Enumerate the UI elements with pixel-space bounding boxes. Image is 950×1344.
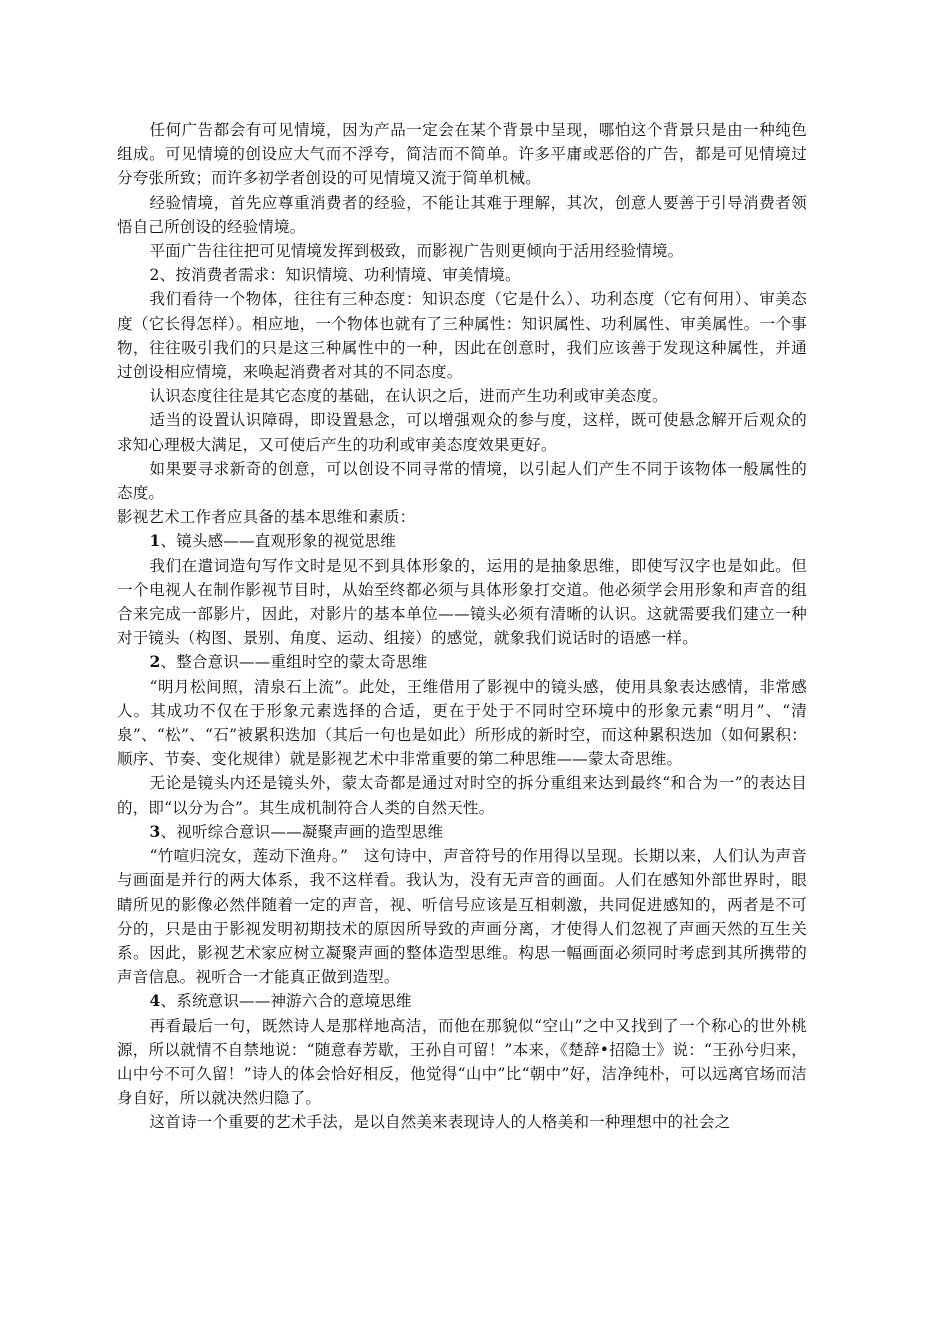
paragraph-novel-creativity: 如果要寻求新奇的创意，可以创设不同寻常的情境，以引起人们产生不同于该物体一般属性的态度。 <box>117 459 807 503</box>
document-body <box>117 118 807 1135</box>
subheading-montage <box>117 650 807 674</box>
paragraph-consumer-needs-heading: 2、按消费者需求：知识情境、功利情境、审美情境。 <box>149 266 521 285</box>
paragraph-art-technique: 这首诗一个重要的艺术手法，是以自然美来表现诗人的人格美和一种理想中的社会之 <box>149 1113 731 1132</box>
paragraph-suspense: 适当的设置认识障碍，即设置悬念，可以增强观众的参与度，这样，既可使悬念解开后观众的求知心理极大满足，又可使后产生的功利或审美态度效果更好。 <box>117 411 807 454</box>
subheading-shot-sense <box>117 529 807 553</box>
paragraph-experience-context: 经验情境，首先应尊重消费者的经验，不能让其难于理解，其次，创意人要善于引导消费者领悟自己所创设的经验情境。 <box>117 193 807 236</box>
subheading-text: 、镜头感——直观形象的视觉思维 <box>160 532 397 551</box>
subheading-text: 、整合意识——重组时空的蒙太奇思维 <box>160 653 428 672</box>
paragraph-shot-sense: 我们在遣词造句写作文时是见不到具体形象的，运用的是抽象思维，即使写汉字也是如此。但一个电视人在制作影视节目时，从始至终都必须与具体形象打交道。他必须学会用形象和声音的组合来完成一部影片，因此，对影片的基本单位——镜头必须有清晰的认识。这就需要我们建立一种对于镜头（构图、景别、角度、运动、组接）的感觉，就象我们说话时的语感一样。 <box>117 556 807 648</box>
paragraph-three-attitudes: 我们看待一个物体，往往有三种态度：知识态度（它是什么）、功利态度（它有何用）、审美态度（它长得怎样）。相应地，一个物体也就有了三种属性：知识属性、功利属性、审美属性。一个事物，往往吸引我们的只是这三种属性中的一种，因此在创意时，我们应该善于发现这种属性，并通过创设相应情境，来唤起消费者对其的不同态度。 <box>117 290 807 382</box>
paragraph-last-line-poem: 再看最后一句，既然诗人是那样地高洁，而他在那貌似“空山”之中又找到了一个称心的世外桃源，所以就情不自禁地说：“随意春芳歇，王孙自可留！”本来，《楚辞•招隐士》说：“王孙兮归来，山中兮不可久留！”诗人的体会恰好相反，他觉得“山中”比“朝中”好，洁净纯朴，可以远离官场而洁身自好，所以就决然归隐了。 <box>117 1016 807 1108</box>
paragraph-montage-poem: “明月松间照，清泉石上流”。此处，王维借用了影视中的镜头感，使用具象表达感情，非常感人。其成功不仅在于形象元素选择的合适，更在于处于不同时空环境中的形象元素“明月”、“清泉”、“松”、“石”被累积迭加（其后一句也是如此）所形成的新时空，而这种累积迭加（如何累积：顺序、节奏、变化规律）就是影视艺术中非常重要的第二种思维——蒙太奇思维。 <box>117 677 807 769</box>
paragraph-visible-context: 任何广告都会有可见情境，因为产品一定会在某个背景中呈现，哪怕这个背景只是由一种纯色组成。可见情境的创设应大气而不浮夸，简洁而不简单。许多平庸或恶俗的广告，都是可见情境过分夸张所致；而许多初学者创设的可见情境又流于简单机械。 <box>117 121 807 188</box>
subheading-system <box>117 989 807 1013</box>
paragraph-cognitive-attitude: 认识态度往往是其它态度的基础，在认识之后，进而产生功利或审美态度。 <box>149 387 668 406</box>
subheading-number: 2 <box>149 652 161 672</box>
paragraph-print-vs-video: 平面广告往往把可见情境发挥到极致，而影视广告则更倾向于活用经验情境。 <box>149 242 684 261</box>
subheading-number: 3 <box>149 821 161 841</box>
section-title-basic-thinking: 影视艺术工作者应具备的基本思维和素质： <box>117 508 416 527</box>
subheading-number: 4 <box>149 991 161 1011</box>
subheading-text: 、系统意识——神游六合的意境思维 <box>160 992 412 1011</box>
paragraph-montage-unity: 无论是镜头内还是镜头外，蒙太奇都是通过对时空的拆分重组来达到最终“和合为一”的表达目的，即“以分为合”。其生成机制符合人类的自然天性。 <box>117 774 807 817</box>
subheading-text: 、视听综合意识——凝聚声画的造型思维 <box>160 822 444 841</box>
subheading-audiovisual <box>117 820 807 844</box>
paragraph-audiovisual: “竹喧归浣女，莲动下渔舟。” 这句诗中，声音符号的作用得以呈现。长期以来，人们认为声音与画面是并行的两大体系，我不这样看。我认为，没有无声音的画面。人们在感知外部世界时，眼睛所见的影像必然伴随着一定的声音，视、听信号应该是互相刺激，共同促进感知的，两者是不可分的，只是由于影视发明初期技术的原因所导致的声画分离，才使得人们忽视了声画天然的互生关系。因此，影视艺术家应树立凝聚声画的整体造型思维。构思一幅画面必须同时考虑到其所携带的声音信息。视听合一才能真正做到造型。 <box>117 847 807 987</box>
subheading-number: 1 <box>149 531 161 551</box>
